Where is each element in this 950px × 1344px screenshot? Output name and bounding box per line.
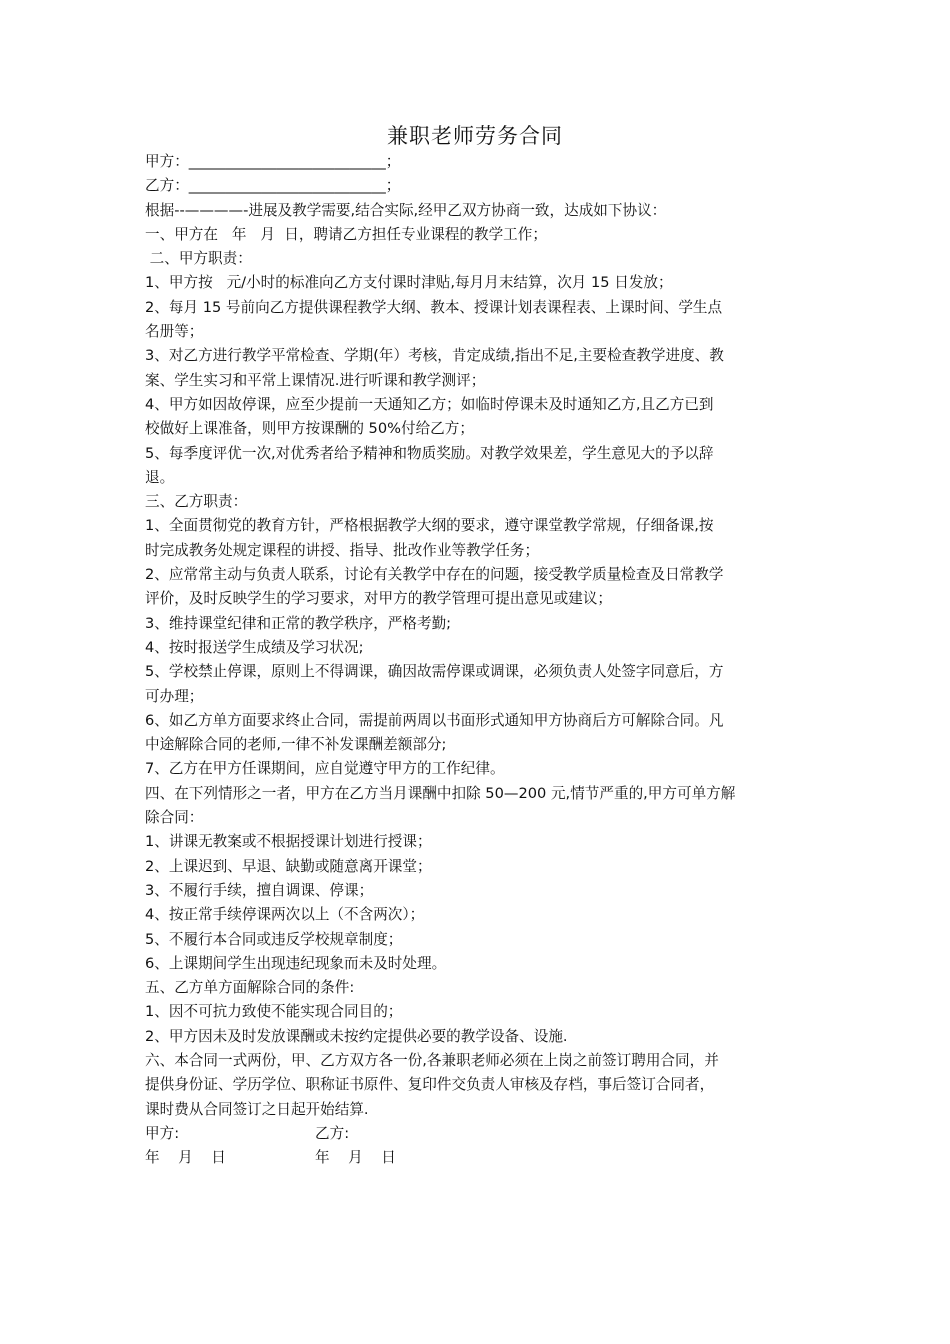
text-line: 名册等； xyxy=(145,323,204,341)
text-line: 退。 xyxy=(145,468,175,486)
text-line: 1、甲方按 元/小时的标准向乙方支付课时津贴,每月月末结算，次月 15 日发放； xyxy=(145,274,673,292)
document-title: 兼职老师劳务合同 xyxy=(387,124,563,148)
text-line: 甲方：___________________________； xyxy=(145,153,401,170)
text-line: 评价，及时反映学生的学习要求，对甲方的教学管理可提出意见或建议； xyxy=(145,590,613,608)
text-line: 6、如乙方单方面要求终止合同，需提前两周以书面形式通知甲方协商后方可解除合同。凡 xyxy=(145,711,724,729)
signature-row xyxy=(145,1122,813,1146)
text-line: 1、全面贯彻党的教育方针，严格根据教学大纲的要求，遵守课堂教学常规，仔细备课,按 xyxy=(145,517,714,535)
text-line: 6、上课期间学生出现违纪现象而未及时处理。 xyxy=(145,954,447,972)
text-line: 5、每季度评优一次,对优秀者给予精神和物质奖励。对教学效果差，学生意见大的予以辞 xyxy=(145,444,714,462)
text-line: 2、上课迟到、早退、缺勤或随意离开课堂； xyxy=(145,857,432,875)
contract-body xyxy=(145,150,813,1170)
text-line: 校做好上课准备，则甲方按课酬的 50%付给乙方； xyxy=(145,420,474,438)
text-line: 1、讲课无教案或不根据授课计划进行授课； xyxy=(145,833,432,851)
text-line: 3、对乙方进行教学平常检查、学期(年）考核，肯定成绩,指出不足,主要检查教学进度、教 xyxy=(145,347,724,365)
text-line: 五、乙方单方面解除合同的条件: xyxy=(145,979,355,997)
text-line: 提供身份证、学历学位、职称证书原件、复印件交负责人审核及存档，事后签订合同者， xyxy=(145,1076,715,1094)
text-line: 案、学生实习和平常上课情况.进行听课和教学测评； xyxy=(145,371,486,389)
party-b-signature-label: 乙方: xyxy=(315,1124,350,1142)
party-b-date: 年 月 日 xyxy=(315,1149,396,1167)
text-line: 根据--————-进展及教学需要,结合实际,经甲乙双方协商一致，达成如下协议： xyxy=(145,201,667,219)
text-line: 4、按正常手续停课两次以上（不含两次）； xyxy=(145,906,425,924)
text-line: 4、按时报送学生成绩及学习状况; xyxy=(145,638,364,656)
text-line: 3、维持课堂纪律和正常的教学秩序，严格考勤; xyxy=(145,614,452,632)
text-line: 5、不履行本合同或违反学校规章制度； xyxy=(145,930,403,948)
text-line: 一、甲方在 年 月 日，聘请乙方担任专业课程的教学工作； xyxy=(145,225,547,243)
text-line: 4、甲方如因故停课，应至少提前一天通知乙方；如临时停课未及时通知乙方,且乙方已到 xyxy=(145,395,714,413)
text-line: 课时费从合同签订之日起开始结算. xyxy=(145,1100,369,1118)
text-line: 2、每月 15 号前向乙方提供课程教学大纲、教本、授课计划表课程表、上课时间、学生点 xyxy=(145,298,723,316)
text-line: 中途解除合同的老师,一律不补发课酬差额部分; xyxy=(145,736,447,754)
text-line: 2、应常常主动与负责人联系，讨论有关教学中存在的问题，接受教学质量检查及日常教学 xyxy=(145,566,724,584)
text-line: 2、甲方因未及时发放课酬或未按约定提供必要的教学设备、设施. xyxy=(145,1027,568,1045)
party-a-signature-label: 甲方: xyxy=(145,1124,180,1142)
text-line: 三、乙方职责： xyxy=(145,493,248,511)
text-line: 5、学校禁止停课，原则上不得调课，确因故需停课或调课，必须负责人处签字同意后，方 xyxy=(145,663,724,681)
text-line: 7、乙方在甲方任课期间，应自觉遵守甲方的工作纪律。 xyxy=(145,760,505,778)
text-line: 二、甲方职责： xyxy=(145,250,252,268)
date-row xyxy=(145,1146,813,1170)
text-line: 乙方：___________________________； xyxy=(145,177,401,195)
text-line: 四、在下列情形之一者，甲方在乙方当月课酬中扣除 50—200 元,情节严重的,甲方可单方解 xyxy=(145,784,736,802)
text-line: 除合同： xyxy=(145,809,204,827)
text-line: 可办理； xyxy=(145,687,204,705)
party-a-date: 年 月 日 xyxy=(145,1149,226,1167)
text-line: 3、不履行手续，擅自调课、停课； xyxy=(145,881,374,899)
text-line: 六、本合同一式两份，甲、乙方双方各一份,各兼职老师必须在上岗之前签订聘用合同，并 xyxy=(145,1051,719,1069)
text-line: 时完成教务处规定课程的讲授、指导、批改作业等教学任务； xyxy=(145,541,540,559)
text-line: 1、因不可抗力致使不能实现合同目的； xyxy=(145,1003,403,1021)
